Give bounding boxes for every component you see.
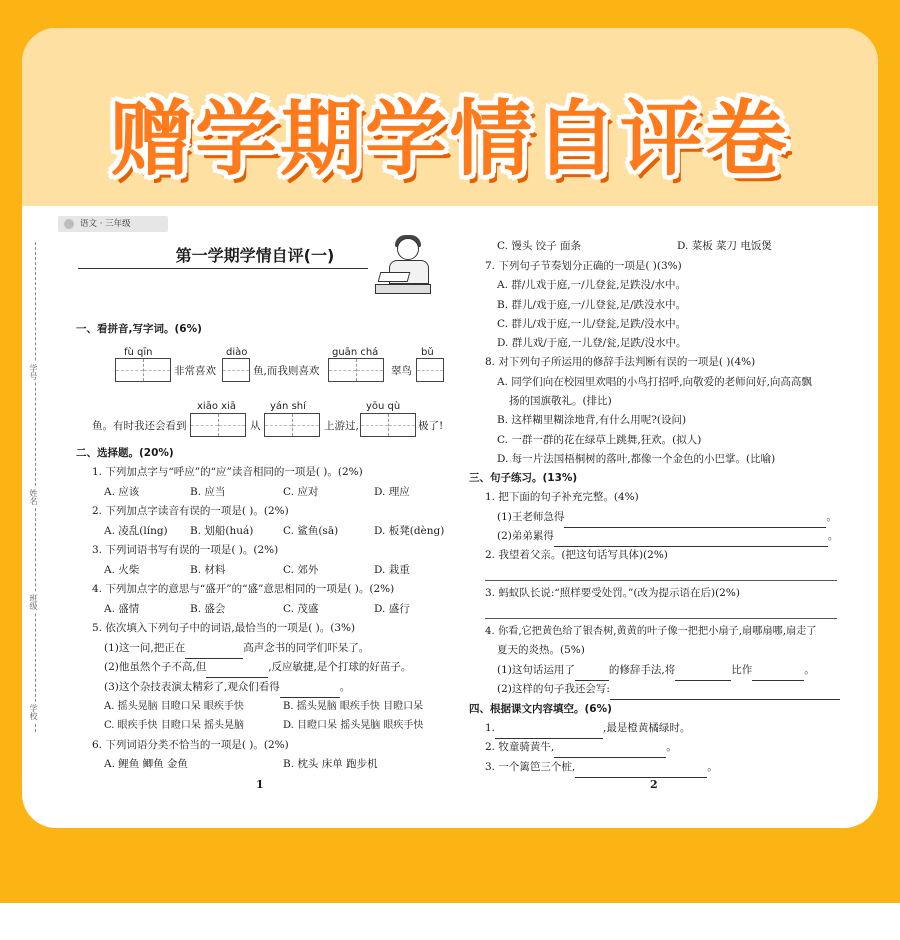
q6-stem: 6. 下列词语分类不恰当的一项是( )。(2%) bbox=[92, 739, 289, 751]
s4-line-3: 3. 一个篱笆三个桩, 。 bbox=[485, 758, 718, 778]
pinyin-3: guān chá bbox=[332, 347, 379, 358]
q4-option-c[interactable]: C. 茂盛 bbox=[283, 603, 319, 615]
s4-blank-2[interactable] bbox=[554, 744, 666, 758]
char-grid-5[interactable] bbox=[190, 413, 246, 437]
row2-text-2: 从 bbox=[250, 420, 261, 432]
q8-option-d[interactable]: D. 每一片法国梧桐树的落叶,都像一个金色的小巴掌。(比喻) bbox=[497, 453, 776, 465]
left-page bbox=[40, 212, 445, 792]
subject-tag: 语文 · 三年级 bbox=[58, 216, 168, 232]
q7-option-c[interactable]: C. 群儿/戏于庭,一儿/登瓮,足跌/没水中。 bbox=[497, 318, 687, 330]
s3-q2-stem: 2. 我望着父亲。(把这句话写具体)(2%) bbox=[485, 549, 668, 561]
row2-text-1: 鱼。有时我还会看到 bbox=[92, 420, 187, 432]
q8-stem: 8. 对下列句子所运用的修辞手法判断有误的一项是( )(4%) bbox=[485, 356, 756, 368]
q5-sentence-1: (1)这一问,把正在 高声念书的同学们吓呆了。 bbox=[104, 639, 369, 659]
s3-q4-blank-4[interactable] bbox=[610, 686, 840, 700]
page-title: 第一学期学情自评(一) bbox=[175, 246, 335, 265]
q8-option-b[interactable]: B. 这样糊里糊涂地背,有什么用呢?(设问) bbox=[497, 414, 687, 426]
row1-text-1: 非常喜欢 bbox=[174, 365, 216, 377]
q1-option-a[interactable]: A. 应该 bbox=[104, 486, 140, 498]
q3-option-d[interactable]: D. 栽重 bbox=[374, 564, 410, 576]
right-page bbox=[445, 212, 840, 792]
q2-option-b[interactable]: B. 划船(huá) bbox=[190, 525, 254, 537]
q3-option-c[interactable]: C. 郊外 bbox=[283, 564, 319, 576]
pinyin-5: xiāo xiā bbox=[197, 401, 236, 412]
q5-option-c[interactable]: C. 眼疾手快 目瞪口呆 摇头晃脑 bbox=[104, 720, 245, 731]
q5-sentence-3: (3)这个杂技表演太精彩了,观众们看得 。 bbox=[104, 678, 350, 698]
page-number-left: 1 bbox=[256, 778, 264, 791]
s3-q4-stem: 4. 你看,它把黄色给了银杏树,黄黄的叶子像一把把小扇子,扇哪扇哪,扇走了 bbox=[485, 626, 817, 637]
pinyin-1: fù qīn bbox=[124, 347, 153, 358]
q6-option-a[interactable]: A. 鲤鱼 鲫鱼 金鱼 bbox=[104, 758, 188, 770]
banner-title: 赠学期学情自评卷 bbox=[109, 92, 790, 187]
s4-blank-3[interactable] bbox=[575, 764, 707, 778]
s3-q4-blank-3[interactable] bbox=[752, 667, 804, 681]
q5-stem: 5. 依次填入下列句子中的词语,最恰当的一项是( )。(3%) bbox=[92, 622, 356, 634]
s3-q4-blank-1[interactable] bbox=[575, 667, 609, 681]
section2-heading: 二、选择题。(20%) bbox=[76, 447, 174, 459]
q3-stem: 3. 下列词语书写有误的一项是( )。(2%) bbox=[92, 544, 279, 556]
q1-option-c[interactable]: C. 应对 bbox=[283, 486, 319, 498]
q1-option-d[interactable]: D. 理应 bbox=[374, 486, 410, 498]
reading-boy-illustration bbox=[375, 232, 435, 294]
q3-option-a[interactable]: A. 火柴 bbox=[104, 564, 140, 576]
s3-q1a: (1)王老师急得 。 bbox=[497, 508, 837, 528]
s3-q4-part2: (2)这样的句子我还会写: bbox=[497, 680, 840, 700]
page-number-right: 2 bbox=[650, 778, 658, 791]
q7-option-a[interactable]: A. 群/儿戏于庭,一/儿登瓮,足跌没/水中。 bbox=[497, 279, 687, 291]
q3-option-b[interactable]: B. 材料 bbox=[190, 564, 226, 576]
q6-option-b[interactable]: B. 枕头 床单 跑步机 bbox=[283, 758, 378, 770]
s4-line-2: 2. 牧童骑黄牛, 。 bbox=[485, 738, 677, 758]
s3-q4-blank-2[interactable] bbox=[675, 667, 731, 681]
s4-line-1: 1. ,最是橙黄橘绿时。 bbox=[485, 719, 690, 739]
s3-q1b-blank[interactable] bbox=[554, 533, 828, 547]
s3-q3-answer-line[interactable] bbox=[485, 618, 837, 619]
q6-option-c[interactable]: C. 馒头 饺子 面条 bbox=[497, 240, 582, 252]
q7-stem: 7. 下列句子节奏划分正确的一项是( )(3%) bbox=[485, 260, 682, 272]
q2-stem: 2. 下列加点字读音有误的一项是( )。(2%) bbox=[92, 505, 289, 517]
q4-option-a[interactable]: A. 盛情 bbox=[104, 603, 140, 615]
s3-q4-stem-cont: 夏天的炎热。(5%) bbox=[497, 644, 585, 656]
q2-option-c[interactable]: C. 鲨鱼(sā) bbox=[283, 525, 339, 537]
s3-q1a-blank[interactable] bbox=[564, 514, 826, 528]
q4-stem: 4. 下列加点字的意思与“盛开”的“盛”意思相同的一项是( )。(2%) bbox=[92, 583, 395, 595]
side-label-student-id: 学号 bbox=[29, 364, 38, 380]
q5-blank-1[interactable] bbox=[185, 645, 243, 659]
s3-q4-part1: (1)这句话运用了 的修辞手法,将 比作 。 bbox=[497, 661, 815, 681]
s4-blank-1[interactable] bbox=[495, 725, 603, 739]
s3-q1-stem: 1. 把下面的句子补充完整。(4%) bbox=[485, 491, 639, 503]
q8-option-a-cont: 扬的国旗敬礼。(排比) bbox=[509, 395, 612, 407]
pinyin-7: yōu qù bbox=[366, 401, 401, 412]
q8-option-a[interactable]: A. 同学们向在校园里欢唱的小鸟打招呼,向敬爱的老师问好,向高高飘 bbox=[497, 376, 812, 388]
q6-option-d[interactable]: D. 菜板 菜刀 电饭煲 bbox=[677, 240, 772, 252]
pinyin-4: bǔ bbox=[421, 347, 434, 358]
side-label-name: 姓名 bbox=[29, 489, 38, 505]
title-rule bbox=[78, 268, 368, 269]
q5-sentence-2: (2)他虽然个子不高,但 ,反应敏捷,是个打球的好苗子。 bbox=[104, 658, 411, 678]
row2-text-3: 上游过, bbox=[324, 420, 359, 432]
section4-heading: 四、根据课文内容填空。(6%) bbox=[469, 703, 612, 715]
s3-q2-answer-line[interactable] bbox=[485, 580, 837, 581]
q2-option-d[interactable]: D. 板凳(dèng) bbox=[374, 525, 445, 537]
q7-option-b[interactable]: B. 群儿/戏于庭,一/儿登瓮,足/跌没水中。 bbox=[497, 299, 687, 311]
q5-blank-3[interactable] bbox=[280, 684, 340, 698]
char-grid-2[interactable] bbox=[222, 358, 250, 382]
q7-option-d[interactable]: D. 群儿戏/于庭,一儿登/瓮,足跌/没水中。 bbox=[497, 337, 687, 349]
s3-q1b: (2)弟弟累得 。 bbox=[497, 527, 838, 547]
row1-text-3: 翠鸟 bbox=[391, 365, 412, 377]
char-grid-4[interactable] bbox=[416, 358, 444, 382]
q5-blank-2[interactable] bbox=[206, 664, 268, 678]
char-grid-3[interactable] bbox=[328, 358, 384, 382]
char-grid-6[interactable] bbox=[264, 413, 320, 437]
banner bbox=[22, 28, 878, 206]
pinyin-2: diào bbox=[226, 347, 248, 358]
char-grid-1[interactable] bbox=[115, 358, 171, 382]
row1-text-2: 鱼,而我则喜欢 bbox=[253, 365, 320, 377]
row2-text-4: 极了! bbox=[418, 420, 444, 432]
q5-option-d[interactable]: D. 目瞪口呆 摇头晃脑 眼疾手快 bbox=[283, 720, 424, 731]
section3-heading: 三、句子练习。(13%) bbox=[469, 472, 578, 484]
q2-option-a[interactable]: A. 凌乱(líng) bbox=[104, 525, 168, 537]
q4-option-d[interactable]: D. 盛行 bbox=[374, 603, 410, 615]
q5-option-b[interactable]: B. 摇头晃脑 眼疾手快 目瞪口呆 bbox=[283, 701, 424, 712]
side-label-class: 班级 bbox=[29, 594, 38, 610]
s3-q3-stem: 3. 蚂蚁队长说:“照样要受处罚。”(改为提示语在后)(2%) bbox=[485, 587, 740, 599]
q8-option-c[interactable]: C. 一群一群的花在绿草上跳舞,狂欢。(拟人) bbox=[497, 434, 702, 446]
q5-option-a[interactable]: A. 摇头晃脑 目瞪口呆 眼疾手快 bbox=[104, 701, 244, 712]
q1-option-b[interactable]: B. 应当 bbox=[190, 486, 226, 498]
pinyin-6: yán shí bbox=[270, 401, 306, 412]
char-grid-7[interactable] bbox=[360, 413, 416, 437]
q4-option-b[interactable]: B. 盛会 bbox=[190, 603, 226, 615]
side-label-school: 学校 bbox=[29, 704, 38, 720]
q1-stem: 1. 下列加点字与“呼应”的“应”读音相同的一项是( )。(2%) bbox=[92, 466, 363, 478]
section1-heading: 一、看拼音,写字词。(6%) bbox=[76, 323, 202, 335]
